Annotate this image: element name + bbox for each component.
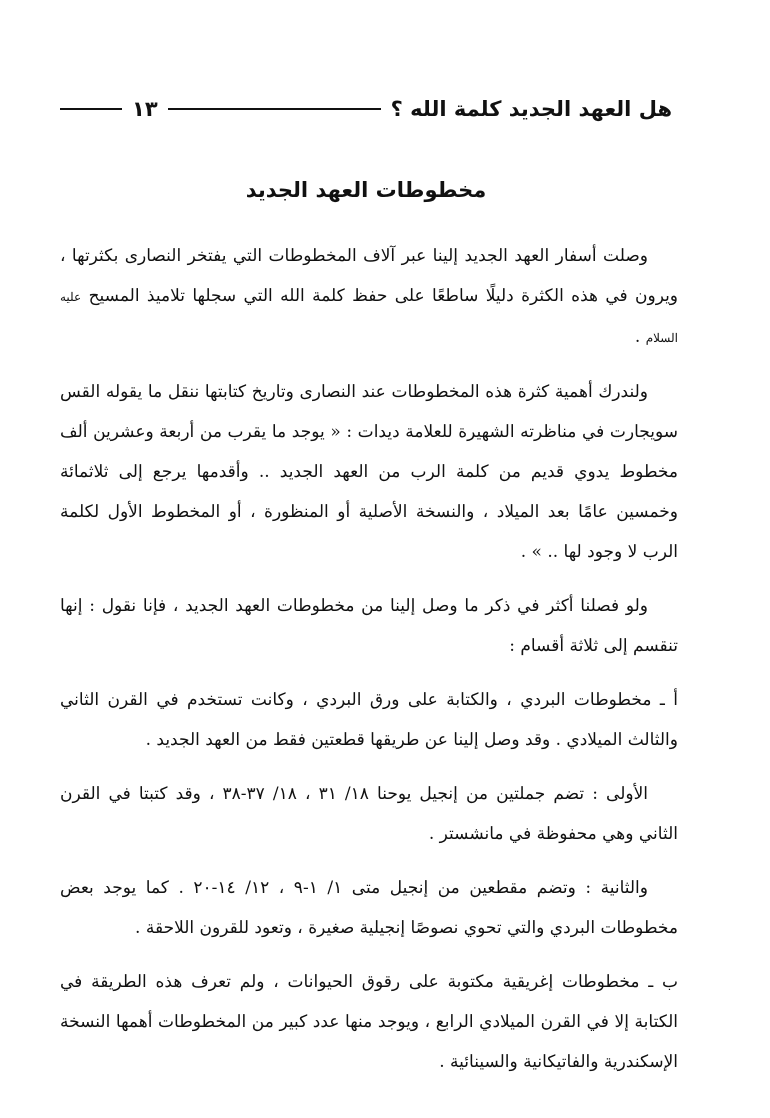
header-rule-short xyxy=(60,108,122,110)
paragraph-text: وصلت أسفار العهد الجديد إلينا عبر آلاف المخطوطات التي يفتخر النصارى بكثرتها ، ويرون في هذه الكثرة دليلًا ساطعًا على حفظ كلمة الله التي سجلها تلاميذ المسيح xyxy=(60,246,679,306)
running-header xyxy=(60,92,672,126)
section-title: مخطوطات العهد الجديد xyxy=(245,178,487,202)
page-number: ١٣ xyxy=(132,96,158,121)
paragraph xyxy=(60,236,678,358)
paragraph: والثانية : وتضم مقطعين من إنجيل متى ١/ ١-٩ ، ١٢/ ١٤-٢٠ . كما يوجد بعض مخطوطات البردي والتي تحوي نصوصًا إنجيلية صغيرة ، وتعود للقرون اللاحقة . xyxy=(60,878,678,938)
paragraph: ولو فصلنا أكثر في ذكر ما وصل إلينا من مخطوطات العهد الجديد ، فإنا نقول : إنها تنقسم إلى ثلاثة أقسام : xyxy=(60,596,678,656)
body-text xyxy=(60,236,678,1096)
paragraph: ب ـ مخطوطات إغريقية مكتوبة على رقوق الحيوانات ، ولم تعرف هذه الطريقة في الكتابة إلا في القرن الميلادي الرابع ، ويوجد منها عدد كبير من المخطوطات أهمها النسخة الإسكندرية والفاتيكانية والسينائية . xyxy=(60,972,678,1072)
paragraph: الأولى : تضم جملتين من إنجيل يوحنا ١٨/ ٣١ ، ١٨/ ٣٧-٣٨ ، وقد كتبتا في القرن الثاني وهي محفوظة في مانشستر . xyxy=(60,784,678,844)
paragraph: ولندرك أهمية كثرة هذه المخطوطات عند النصارى وتاريخ كتابتها ننقل ما يقوله القس سويجارت في مناظرته الشهيرة للعلامة ديدات : « يوجد ما يقرب من أربعة وعشرين ألف مخطوط يدوي قديم من كلمة الرب من العهد الجديد .. وأقدمها يرجع إلى ثلاثمائة وخمسين عامًا بعد الميلاد ، والنسخة الأصلية أو المنظورة ، أو المخطوط الأول لكلمة الرب لا وجود لها .. » . xyxy=(60,382,678,562)
salutation-glyph: عليه السلام xyxy=(60,290,678,345)
paragraph-end: . xyxy=(634,327,646,347)
paragraph: أ ـ مخطوطات البردي ، والكتابة على ورق البردي ، وكانت تستخدم في القرن الثاني والثالث الميلادي . وقد وصل إلينا عن طريقها قطعتين فقط من العهد الجديد . xyxy=(60,690,678,750)
header-rule-long xyxy=(168,108,381,110)
running-title: هل العهد الجديد كلمة الله ؟ xyxy=(390,96,672,121)
